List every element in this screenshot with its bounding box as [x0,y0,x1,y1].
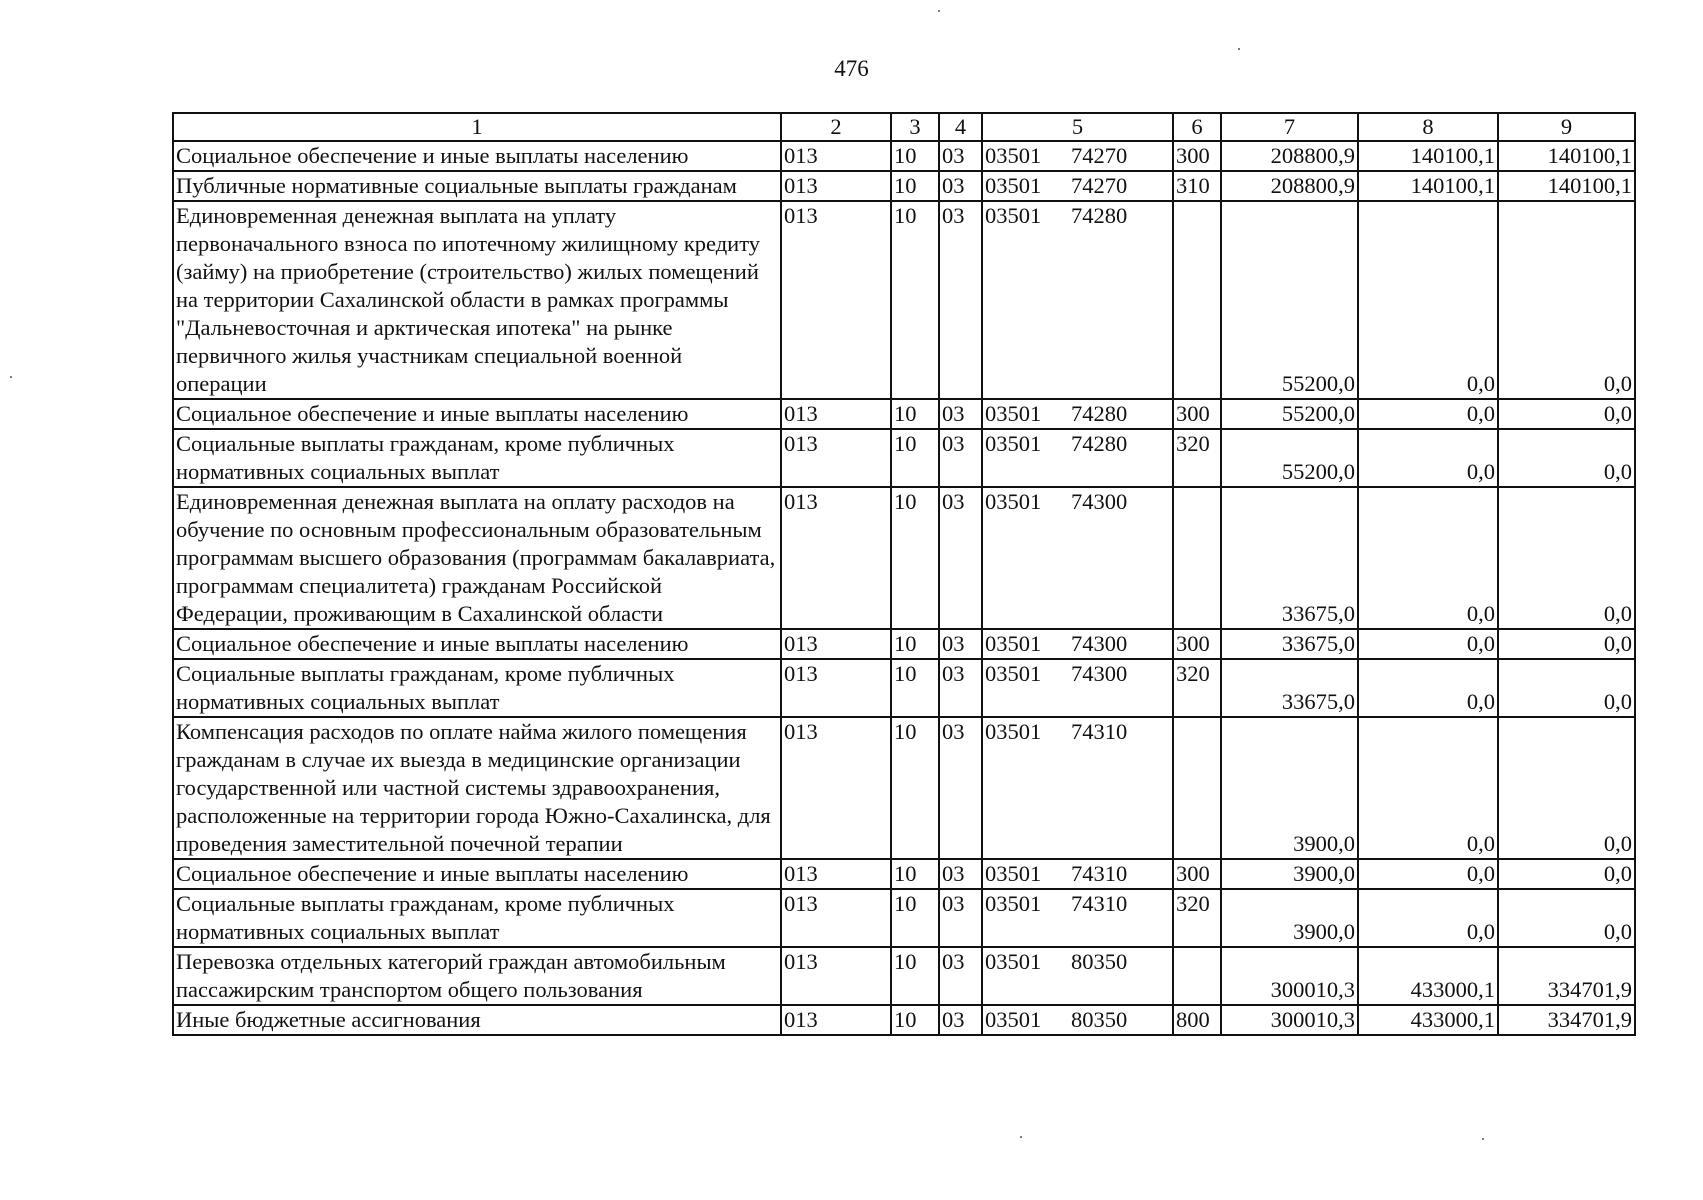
row-target-article [982,399,1173,429]
row-code-subsection: 03 [939,487,982,629]
row-code-admin: 013 [781,659,891,717]
page-number: 476 [834,56,869,81]
row-expense-type: 300 [1173,859,1221,889]
row-amount-year-1: 208800,9 [1221,141,1358,171]
row-amount-year-3: 0,0 [1498,659,1635,717]
header-cell-7: 7 [1221,113,1358,141]
row-expense-type [1173,487,1221,629]
row-amount-year-3: 0,0 [1498,429,1635,487]
row-code-section: 10 [891,1005,939,1035]
target-article-program: 03501 [985,143,1042,168]
row-code-section: 10 [891,859,939,889]
row-target-article [982,429,1173,487]
table-header-row [173,113,1635,141]
row-amount-year-1: 33675,0 [1221,629,1358,659]
row-amount-year-3: 334701,9 [1498,947,1635,1005]
target-article-program: 03501 [985,489,1042,514]
row-target-article [982,659,1173,717]
target-article-program: 03501 [985,861,1042,886]
row-code-subsection: 03 [939,859,982,889]
row-code-admin: 013 [781,171,891,201]
row-amount-year-1: 300010,3 [1221,1005,1358,1035]
row-amount-year-2: 0,0 [1358,629,1498,659]
row-code-subsection: 03 [939,399,982,429]
scan-speck [1020,1136,1022,1138]
row-amount-year-2: 0,0 [1358,659,1498,717]
row-code-section: 10 [891,717,939,859]
target-article-direction: 80350 [1071,949,1128,974]
row-amount-year-3: 0,0 [1498,399,1635,429]
row-target-article [982,1005,1173,1035]
row-code-section: 10 [891,201,939,399]
row-code-section: 10 [891,629,939,659]
target-article-direction: 74310 [1071,891,1128,916]
header-cell-2: 2 [781,113,891,141]
table-row [173,201,1635,399]
table-row [173,399,1635,429]
row-expense-type [1173,201,1221,399]
target-article-program: 03501 [985,203,1042,228]
row-amount-year-1: 55200,0 [1221,399,1358,429]
row-description: Компенсация расходов по оплате найма жилого помещения гражданам в случае их выезда в медицинские организации государственной или частной системы здравоохранения, расположенные на территории города Южно-Сахалинска, для проведения заместительной почечной терапии [173,717,781,859]
row-target-article [982,947,1173,1005]
row-description: Перевозка отдельных категорий граждан автомобильным пассажирским транспортом общего пользования [173,947,781,1005]
row-code-section: 10 [891,171,939,201]
row-target-article [982,889,1173,947]
row-code-admin: 013 [781,141,891,171]
header-cell-1: 1 [173,113,781,141]
scan-speck [10,376,12,378]
row-code-section: 10 [891,429,939,487]
row-amount-year-2: 0,0 [1358,717,1498,859]
row-amount-year-3: 0,0 [1498,717,1635,859]
row-code-subsection: 03 [939,171,982,201]
row-code-admin: 013 [781,1005,891,1035]
row-description: Единовременная денежная выплата на уплату первоначального взноса по ипотечному жилищному кредиту (займу) на приобретение (строительство) жилых помещений на территории Сахалинской области в рамках программы "Дальневосточная и арктическая ипотека" на рынке первичного жилья участникам специальной военной операции [173,201,781,399]
row-description: Единовременная денежная выплата на оплату расходов на обучение по основным профессиональным образовательным программам высшего образования (программам бакалавриата, программам специалитета) гражданам Российской Федерации, проживающим в Сахалинской области [173,487,781,629]
row-amount-year-3: 0,0 [1498,487,1635,629]
target-article-direction: 74300 [1071,661,1128,686]
row-amount-year-2: 0,0 [1358,889,1498,947]
row-amount-year-3: 140100,1 [1498,171,1635,201]
table-row [173,859,1635,889]
table-row [173,717,1635,859]
row-code-admin: 013 [781,629,891,659]
target-article-direction: 74270 [1071,143,1128,168]
row-amount-year-3: 334701,9 [1498,1005,1635,1035]
row-code-subsection: 03 [939,889,982,947]
row-code-section: 10 [891,399,939,429]
row-code-admin: 013 [781,487,891,629]
row-code-subsection: 03 [939,629,982,659]
table-row [173,487,1635,629]
row-amount-year-1: 208800,9 [1221,171,1358,201]
row-amount-year-1: 3900,0 [1221,889,1358,947]
row-code-subsection: 03 [939,947,982,1005]
table-row [173,1005,1635,1035]
row-amount-year-3: 0,0 [1498,629,1635,659]
target-article-program: 03501 [985,1007,1042,1032]
target-article-direction: 80350 [1071,1007,1128,1032]
row-amount-year-2: 0,0 [1358,399,1498,429]
header-cell-9: 9 [1498,113,1635,141]
row-target-article [982,629,1173,659]
row-code-subsection: 03 [939,429,982,487]
row-amount-year-1: 33675,0 [1221,487,1358,629]
target-article-direction: 74280 [1071,431,1128,456]
row-expense-type: 320 [1173,659,1221,717]
row-description: Социальные выплаты гражданам, кроме публичных нормативных социальных выплат [173,889,781,947]
target-article-program: 03501 [985,661,1042,686]
row-expense-type: 300 [1173,399,1221,429]
budget-table [172,112,1636,1036]
row-amount-year-3: 0,0 [1498,859,1635,889]
row-amount-year-2: 433000,1 [1358,947,1498,1005]
row-target-article [982,141,1173,171]
header-cell-3: 3 [891,113,939,141]
table-row [173,889,1635,947]
row-code-admin: 013 [781,201,891,399]
header-cell-5: 5 [982,113,1173,141]
row-expense-type [1173,717,1221,859]
row-code-section: 10 [891,141,939,171]
row-amount-year-1: 3900,0 [1221,717,1358,859]
header-cell-6: 6 [1173,113,1221,141]
row-expense-type: 320 [1173,889,1221,947]
row-code-section: 10 [891,947,939,1005]
header-cell-4: 4 [939,113,982,141]
target-article-direction: 74300 [1071,489,1128,514]
target-article-program: 03501 [985,431,1042,456]
row-code-section: 10 [891,659,939,717]
row-code-admin: 013 [781,947,891,1005]
row-code-subsection: 03 [939,659,982,717]
table-body [173,141,1635,1035]
target-article-program: 03501 [985,719,1042,744]
row-code-admin: 013 [781,717,891,859]
row-amount-year-1: 3900,0 [1221,859,1358,889]
table-row [173,141,1635,171]
target-article-direction: 74270 [1071,173,1128,198]
row-amount-year-1: 33675,0 [1221,659,1358,717]
row-code-section: 10 [891,889,939,947]
row-amount-year-2: 140100,1 [1358,141,1498,171]
row-expense-type: 300 [1173,629,1221,659]
table-row [173,171,1635,201]
target-article-program: 03501 [985,631,1042,656]
row-amount-year-2: 0,0 [1358,487,1498,629]
row-description: Социальное обеспечение и иные выплаты населению [173,629,781,659]
header-cell-8: 8 [1358,113,1498,141]
row-code-subsection: 03 [939,201,982,399]
row-code-admin: 013 [781,859,891,889]
row-description: Социальное обеспечение и иные выплаты населению [173,141,781,171]
row-description: Публичные нормативные социальные выплаты гражданам [173,171,781,201]
row-target-article [982,171,1173,201]
scan-speck [938,10,940,12]
row-description: Социальные выплаты гражданам, кроме публичных нормативных социальных выплат [173,659,781,717]
row-code-admin: 013 [781,399,891,429]
row-amount-year-3: 140100,1 [1498,141,1635,171]
row-expense-type: 300 [1173,141,1221,171]
target-article-direction: 74280 [1071,203,1128,228]
row-description: Социальное обеспечение и иные выплаты населению [173,859,781,889]
row-code-subsection: 03 [939,1005,982,1035]
target-article-program: 03501 [985,891,1042,916]
target-article-program: 03501 [985,949,1042,974]
target-article-direction: 74280 [1071,401,1128,426]
row-expense-type: 310 [1173,171,1221,201]
row-code-admin: 013 [781,889,891,947]
row-description: Иные бюджетные ассигнования [173,1005,781,1035]
table-row [173,429,1635,487]
row-target-article [982,859,1173,889]
row-code-admin: 013 [781,429,891,487]
row-amount-year-2: 0,0 [1358,429,1498,487]
table-row [173,947,1635,1005]
row-target-article [982,201,1173,399]
target-article-program: 03501 [985,173,1042,198]
row-target-article [982,487,1173,629]
table-row [173,659,1635,717]
row-amount-year-1: 55200,0 [1221,201,1358,399]
row-amount-year-2: 140100,1 [1358,171,1498,201]
target-article-program: 03501 [985,401,1042,426]
row-code-subsection: 03 [939,141,982,171]
scan-speck [1482,1138,1484,1140]
row-expense-type: 320 [1173,429,1221,487]
row-code-section: 10 [891,487,939,629]
row-amount-year-2: 433000,1 [1358,1005,1498,1035]
row-target-article [982,717,1173,859]
target-article-direction: 74310 [1071,719,1128,744]
row-amount-year-1: 300010,3 [1221,947,1358,1005]
row-code-subsection: 03 [939,717,982,859]
row-amount-year-3: 0,0 [1498,201,1635,399]
row-amount-year-2: 0,0 [1358,859,1498,889]
table-row [173,629,1635,659]
target-article-direction: 74300 [1071,631,1128,656]
target-article-direction: 74310 [1071,861,1128,886]
row-expense-type [1173,947,1221,1005]
scan-speck [1238,48,1240,50]
row-amount-year-1: 55200,0 [1221,429,1358,487]
row-expense-type: 800 [1173,1005,1221,1035]
row-amount-year-3: 0,0 [1498,889,1635,947]
row-description: Социальное обеспечение и иные выплаты населению [173,399,781,429]
row-description: Социальные выплаты гражданам, кроме публичных нормативных социальных выплат [173,429,781,487]
row-amount-year-2: 0,0 [1358,201,1498,399]
